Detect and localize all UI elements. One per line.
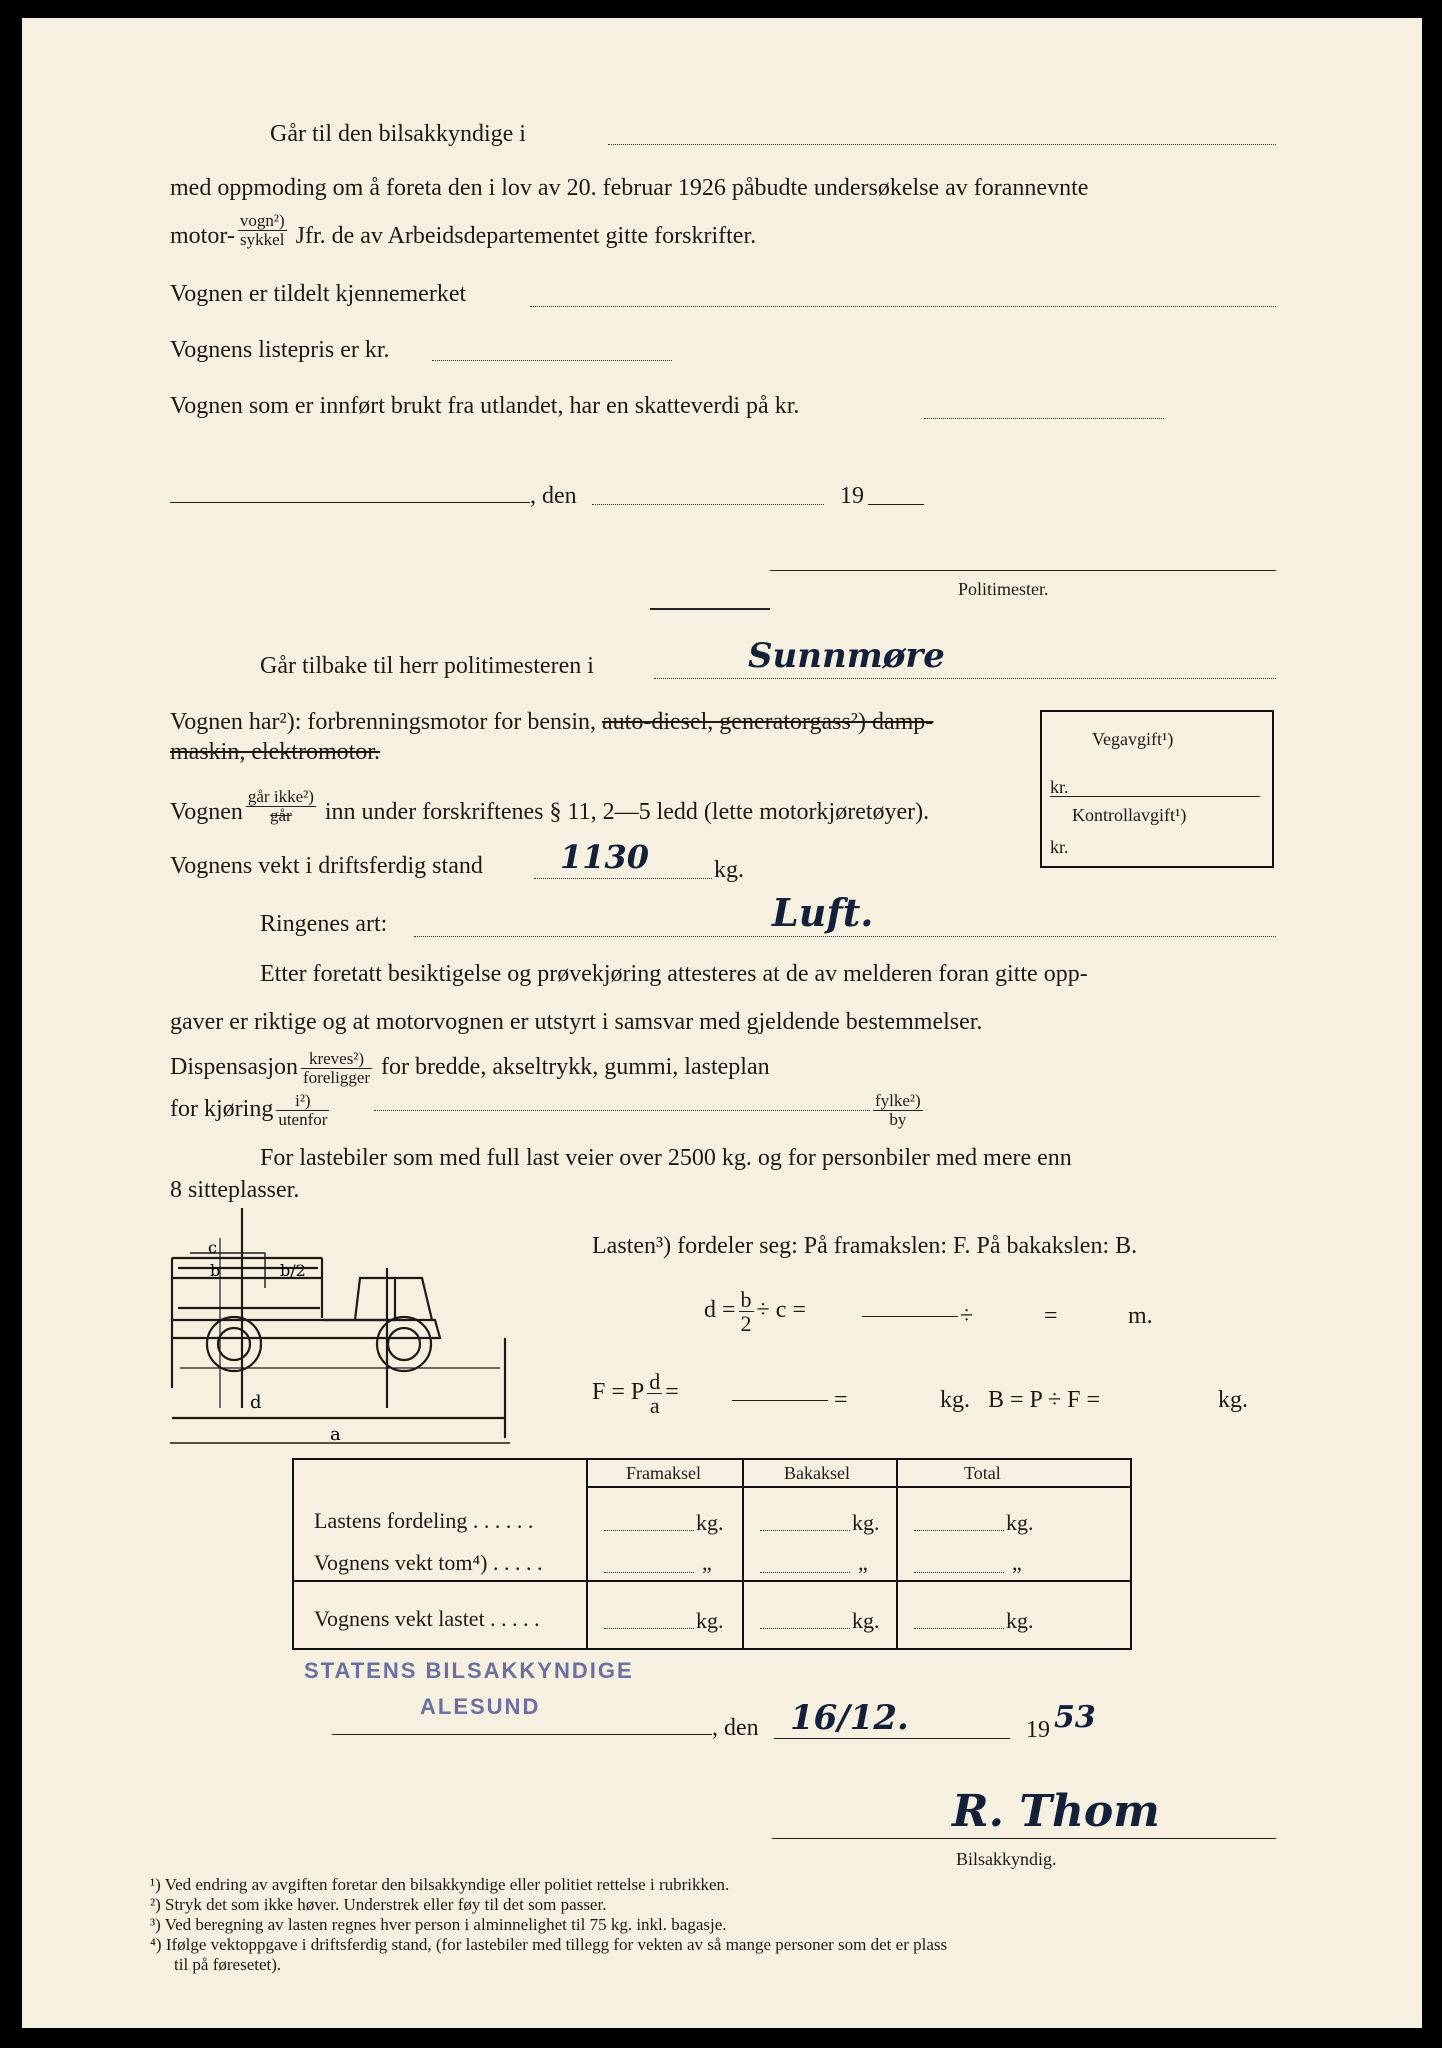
lastebil-line-2: 8 sitteplasser. (170, 1177, 300, 1203)
formula-b-kg: kg. (1218, 1387, 1248, 1413)
cell-1-2[interactable] (914, 1572, 1004, 1573)
stamp-line-1: STATENS BILSAKKYNDIGE (304, 1658, 634, 1683)
struck-fuel-1: auto-diesel, generatorgass²) damp- (602, 709, 934, 735)
footnote-2: ²) Stryk det som ikke høver. Understrek eller føy til det som passer. (150, 1895, 607, 1914)
formula-f-num: d (649, 1369, 661, 1394)
gar-prefix: Vognen (170, 799, 243, 825)
footnote-4: ⁴) Ifølge vektoppgave i driftsferdig stand, (for lastebiler med tillegg for vekten av så mange personer som det er plass (150, 1935, 948, 1954)
unit-2-2: kg. (1006, 1608, 1034, 1633)
unit-1-2: „ (1012, 1550, 1022, 1575)
vegavgift-kr: kr. (1050, 777, 1069, 797)
skatteverdi-label: Vognen som er innført brukt fra utlandet, har en skatteverdi på kr. (170, 393, 800, 419)
gar-frac-bottom: går (270, 805, 292, 825)
vegavgift-line[interactable] (1050, 796, 1260, 797)
motor-frac-top: vogn²) (239, 211, 285, 231)
attest-line-1: Etter foretatt besiktigelse og prøvekjøring attesteres at de av melderen foran gitte opp- (260, 961, 1088, 987)
sig-date-line[interactable] (774, 1738, 1010, 1739)
unit-1-0: „ (702, 1550, 712, 1575)
sig-year-prefix: 19 (1026, 1717, 1050, 1743)
formula-f-eq2: = (834, 1387, 848, 1413)
motor-suffix: Jfr. de av Arbeidsdepartementet gitte forskrifter. (295, 223, 757, 249)
vekt-label: Vognens vekt i driftsferdig stand (170, 853, 483, 879)
kjoring-line (170, 1092, 332, 1129)
formula-d-num: b (740, 1287, 752, 1312)
unit-0-0: kg. (696, 1510, 724, 1535)
formula-f (592, 1370, 679, 1417)
politimester-signature-line[interactable] (770, 570, 1276, 571)
row-lastens-fordeling: Lastens fordeling . . . . . . (314, 1508, 534, 1533)
stamp-line-2: ALESUND (420, 1694, 541, 1719)
divider-short (650, 608, 770, 610)
ringenes-field[interactable] (414, 936, 1276, 937)
cell-2-1[interactable] (760, 1628, 850, 1629)
formula-d-left: d = (704, 1297, 736, 1324)
handwritten-place: Sunnmøre (748, 636, 945, 676)
row-vognens-vekt-lastet: Vognens vekt lastet . . . . . (314, 1606, 540, 1631)
gar-suffix: inn under forskriftenes § 11, 2—5 ledd (lette motorkjøretøyer). (324, 799, 930, 825)
motor-frac-bottom: sykkel (240, 229, 285, 249)
date-field[interactable] (592, 504, 824, 505)
formula-d-den: 2 (740, 1311, 752, 1337)
disp-frac-bottom: foreligger (303, 1067, 371, 1087)
return-place-field[interactable] (654, 678, 1276, 679)
stamp-place-line[interactable] (332, 1734, 712, 1735)
bilsakkyndig-signature: R. Thom (952, 1786, 1160, 1837)
vekt-field[interactable] (534, 878, 712, 879)
skatteverdi-field[interactable] (924, 418, 1164, 419)
disp-label: Dispensasjon (170, 1053, 298, 1080)
motor-prefix: motor- (170, 223, 235, 249)
formula-d-blank-1[interactable] (862, 1316, 958, 1317)
header-line-1: Går til den bilsakkyndige i (270, 121, 526, 147)
fylke-frac-bottom: by (889, 1109, 907, 1129)
sig-den-label: , den (712, 1715, 759, 1741)
vognen-har-text: Vognen har²): forbrenningsmotor for bensin, (170, 709, 596, 735)
ringenes-label: Ringenes art: (260, 911, 388, 937)
diagram-label-b: b (210, 1261, 221, 1280)
kontrollavgift-label: Kontrollavgift¹) (1072, 805, 1187, 825)
lasten-line: Lasten³) fordeler seg: På framakslen: F. På bakakslen: B. (592, 1233, 1138, 1259)
blank-bilsakkyndige[interactable] (608, 144, 1276, 145)
formula-f-blank[interactable] (732, 1400, 828, 1401)
attest-line-2: gaver er riktige og at motorvognen er utstyrt i samsvar med gjeldende bestemmelser. (170, 1009, 983, 1035)
fylke-frac-top: fylke²) (875, 1091, 921, 1110)
formula-d-unit: m. (1128, 1303, 1153, 1329)
year-prefix: 19 (840, 483, 864, 509)
cell-1-1[interactable] (760, 1572, 850, 1573)
diagram-label-b-half: b/2 (280, 1261, 306, 1280)
header-line-2: med oppmoding om å foreta den i lov av 20. februar 1926 påbudte undersøkelse av forannevnte (170, 175, 1089, 201)
disp-suffix: for bredde, akseltrykk, gummi, lasteplan (381, 1053, 770, 1080)
dispensasjon-line (170, 1050, 770, 1087)
kjennemerke-field[interactable] (530, 306, 1276, 307)
disp-frac-top: kreves²) (301, 1050, 372, 1069)
formula-f-left: F = P (592, 1379, 645, 1406)
bilsakkyndig-label: Bilsakkyndig. (956, 1849, 1057, 1869)
truck-diagram (170, 1208, 550, 1448)
kjoring-label: for kjøring (170, 1095, 274, 1122)
kjoring-frac-bottom: utenfor (278, 1109, 328, 1129)
cell-2-0[interactable] (604, 1628, 694, 1629)
vognen-har-line (170, 710, 933, 734)
distribution-table (292, 1458, 1132, 1650)
vegavgift-label: Vegavgift¹) (1092, 729, 1174, 749)
cell-2-2[interactable] (914, 1628, 1004, 1629)
sig-year-value: 53 (1054, 1700, 1096, 1735)
unit-1-1: „ (858, 1550, 868, 1575)
footnote-5: til på føresetet). (174, 1955, 282, 1974)
gar-frac-top: går ikke²) (247, 787, 314, 807)
formula-d (704, 1288, 806, 1335)
year-field[interactable] (868, 504, 924, 505)
unit-2-1: kg. (852, 1608, 880, 1633)
diagram-label-d: d (250, 1392, 262, 1413)
formula-d-eq: = (1044, 1303, 1058, 1329)
sig-date-value: 16/12. (790, 1698, 909, 1738)
motor-line (170, 211, 757, 249)
unit-0-2: kg. (1006, 1510, 1034, 1535)
listepris-label: Vognens listepris er kr. (170, 337, 390, 363)
footnote-1: ¹) Ved endring av avgiften foretar den bilsakkyndige eller politiet rettelse i rubrikken. (150, 1875, 730, 1894)
place-line[interactable] (170, 502, 530, 503)
fylke-frac (870, 1092, 926, 1129)
vekt-value: 1130 (560, 838, 650, 876)
struck-fuel-2: maskin, elektromotor. (170, 739, 380, 765)
formula-f-eq: = (665, 1379, 679, 1406)
cell-0-2[interactable] (914, 1530, 1004, 1531)
return-line: Går tilbake til herr politimesteren i (260, 653, 594, 679)
cell-1-0[interactable] (604, 1572, 694, 1573)
fee-box (1040, 710, 1274, 868)
vekt-unit: kg. (714, 857, 744, 883)
bilsakkyndig-signature-line[interactable] (772, 1838, 1276, 1839)
unit-0-1: kg. (852, 1510, 880, 1535)
formula-f-kg: kg. (940, 1387, 970, 1413)
formula-f-den: a (649, 1393, 660, 1419)
footnote-3: ³) Ved beregning av lasten regnes hver person i alminnelighet til 75 kg. inkl. bagasje. (150, 1915, 727, 1934)
cell-0-0[interactable] (604, 1530, 694, 1531)
formula-d-mid: ÷ (960, 1303, 974, 1329)
col-total: Total (964, 1463, 1001, 1483)
col-framaksel: Framaksel (626, 1463, 701, 1483)
ringenes-value: Luft. (772, 890, 874, 935)
col-bakaksel: Bakaksel (784, 1463, 850, 1483)
listepris-field[interactable] (432, 360, 672, 361)
kontrollavgift-kr: kr. (1050, 837, 1069, 857)
cell-0-1[interactable] (760, 1530, 850, 1531)
form-page (22, 18, 1422, 2028)
kjoring-frac-top: i²) (276, 1092, 329, 1111)
diagram-label-c: c (208, 1238, 217, 1257)
kjennemerke-label: Vognen er tildelt kjennemerket (170, 281, 467, 307)
den-label: , den (530, 483, 577, 509)
formula-d-right: ÷ c = (756, 1297, 806, 1324)
diagram-label-a: a (330, 1424, 341, 1445)
lastebil-line-1: For lastebiler som med full last veier over 2500 kg. og for personbiler med mere enn (260, 1145, 1072, 1171)
formula-b: B = P ÷ F = (988, 1387, 1101, 1413)
gar-line (170, 787, 930, 825)
politimester-label: Politimester. (958, 579, 1049, 599)
row-vognens-vekt-tom: Vognens vekt tom⁴) . . . . . (314, 1550, 543, 1575)
unit-2-0: kg. (696, 1608, 724, 1633)
kjoring-field[interactable] (374, 1110, 870, 1111)
